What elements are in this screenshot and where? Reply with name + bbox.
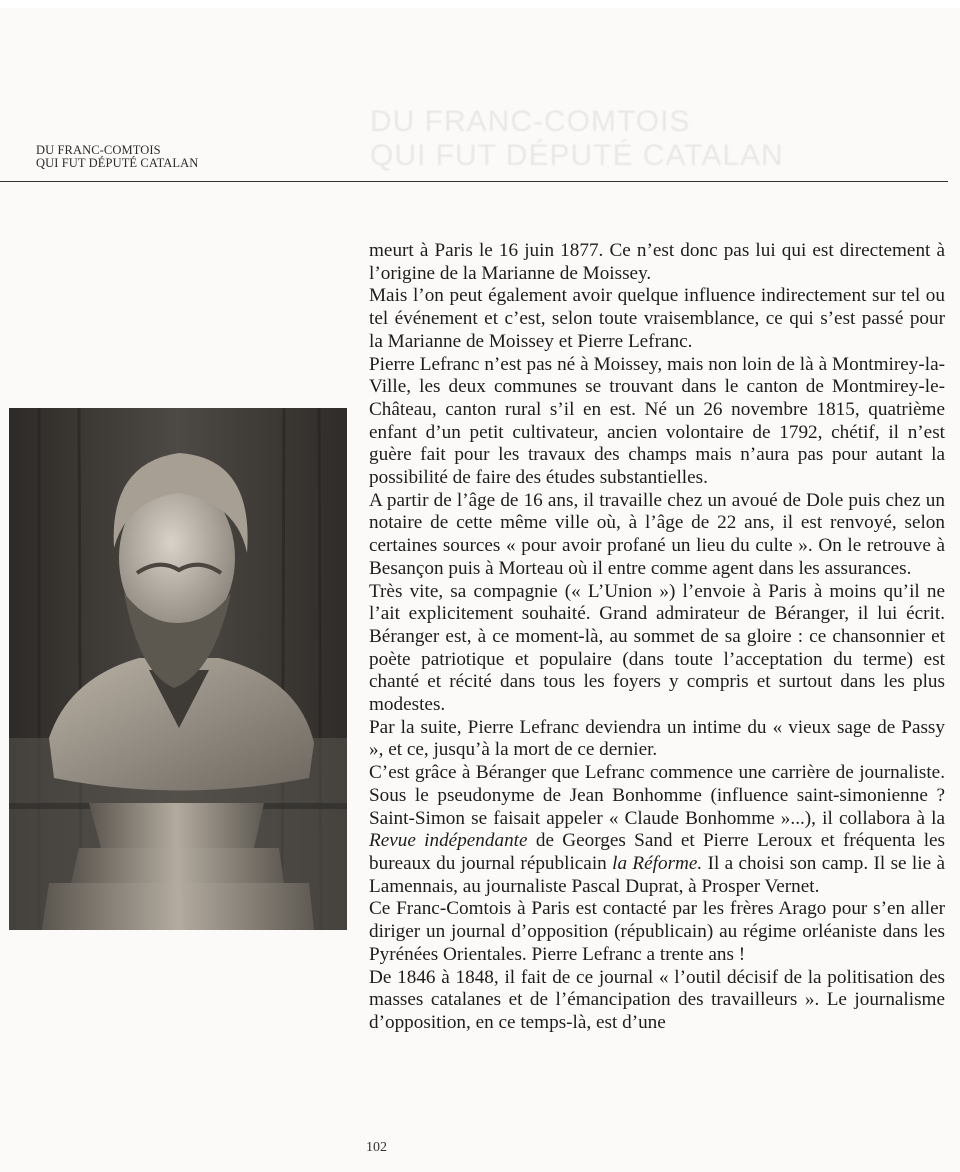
header-rule xyxy=(0,181,948,182)
running-head xyxy=(36,144,198,170)
paragraph xyxy=(369,967,945,1035)
paragraph xyxy=(369,240,945,285)
paragraph xyxy=(369,898,945,966)
paragraph xyxy=(369,490,945,581)
text-run: C’est grâce à Béranger que Lefranc commence une carrière de journaliste. Sous le pseudonyme de Jean Bonhomme (influence saint-simonienne ? Saint-Simon se faisait appeler « Claude Bonhomme »...), il collabora à la xyxy=(369,762,945,829)
bust-photograph xyxy=(9,408,347,930)
text-run: Mais l’on peut également avoir quelque influence indirectement sur tel ou tel événement et c’est, selon toute vraisemblance, ce qui s’est passé pour la Marianne de Moissey et Pierre Lefranc. xyxy=(369,285,945,352)
text-run: Par la suite, Pierre Lefranc deviendra un intime du « vieux sage de Passy », et ce, jusqu’à la mort de ce dernier. xyxy=(369,716,945,761)
text-run: Ce Franc-Comtois à Paris est contacté par les frères Arago pour s’en aller diriger un journal d’opposition (républicain) au régime orléaniste dans les Pyrénées Orientales. Pierre Lefranc a trente ans ! xyxy=(369,898,945,965)
paragraph xyxy=(369,717,945,762)
text-run: Il a choisi son camp. Il se lie à Lamennais, au journaliste Pascal Duprat, à Prosper Vernet. xyxy=(369,852,945,897)
paragraph xyxy=(369,354,945,490)
italic-title: Revue indépendante xyxy=(369,830,528,852)
paragraph xyxy=(369,285,945,353)
bust-illustration xyxy=(9,408,347,930)
text-run: de Georges Sand et Pierre Leroux et fréquenta les bureaux du journal républicain xyxy=(369,830,946,874)
bleed-through-text: DU FRANC-COMTOIS QUI FUT DÉPUTÉ CATALAN xyxy=(370,105,784,172)
scan-top-edge xyxy=(0,0,960,8)
body-text xyxy=(369,240,945,1035)
paragraph xyxy=(369,581,945,717)
italic-title: la Réforme. xyxy=(612,852,703,874)
running-head-line-1: DU FRANC-COMTOIS xyxy=(36,143,161,157)
text-run: A partir de l’âge de 16 ans, il travaille chez un avoué de Dole puis chez un notaire de cette même ville où, à l’âge de 22 ans, il est renvoyé, selon certaines sources « pour avoir profané un lieu du culte ». On le retrouve à Besançon puis à Morteau où il entre comme agent dans les assurances. xyxy=(369,489,945,579)
running-head-line-2: QUI FUT DÉPUTÉ CATALAN xyxy=(36,156,199,170)
text-run: Pierre Lefranc n’est pas né à Moissey, mais non loin de là à Montmirey-la-Ville, les deux communes se trouvant dans le canton de Montmirey-le-Château, canton rural s’il en est. Né un 26 novembre 1815, quatrième enfant d’un petit cultivateur, ancien volontaire de 1792, chétif, il n’est guère fait pour les travaux des champs mais n’aura pas pour autant la possibilité de faire des études substantielles. xyxy=(369,353,945,489)
page-number: 102 xyxy=(366,1140,387,1155)
text-run: Très vite, sa compagnie (« L’Union ») l’envoie à Paris à moins qu’il ne l’ait explicitement souhaité. Grand admirateur de Béranger, il lui écrit. Béranger est, à ce moment-là, au sommet de sa gloire : ce chansonnier et poète patriotique et populaire (dans toute l’acceptation du terme) est chanté et récité dans tous les foyers y compris et surtout dans les plus modestes. xyxy=(369,580,945,716)
text-run: meurt à Paris le 16 juin 1877. Ce n’est donc pas lui qui est directement à l’origine de la Marianne de Moissey. xyxy=(369,240,945,284)
paragraph xyxy=(369,762,945,898)
text-run: De 1846 à 1848, il fait de ce journal « l’outil décisif de la politisation des masses catalanes et de l’émancipation des travailleurs ». Le journalisme d’opposition, en ce temps-là, est d’une xyxy=(369,966,945,1033)
